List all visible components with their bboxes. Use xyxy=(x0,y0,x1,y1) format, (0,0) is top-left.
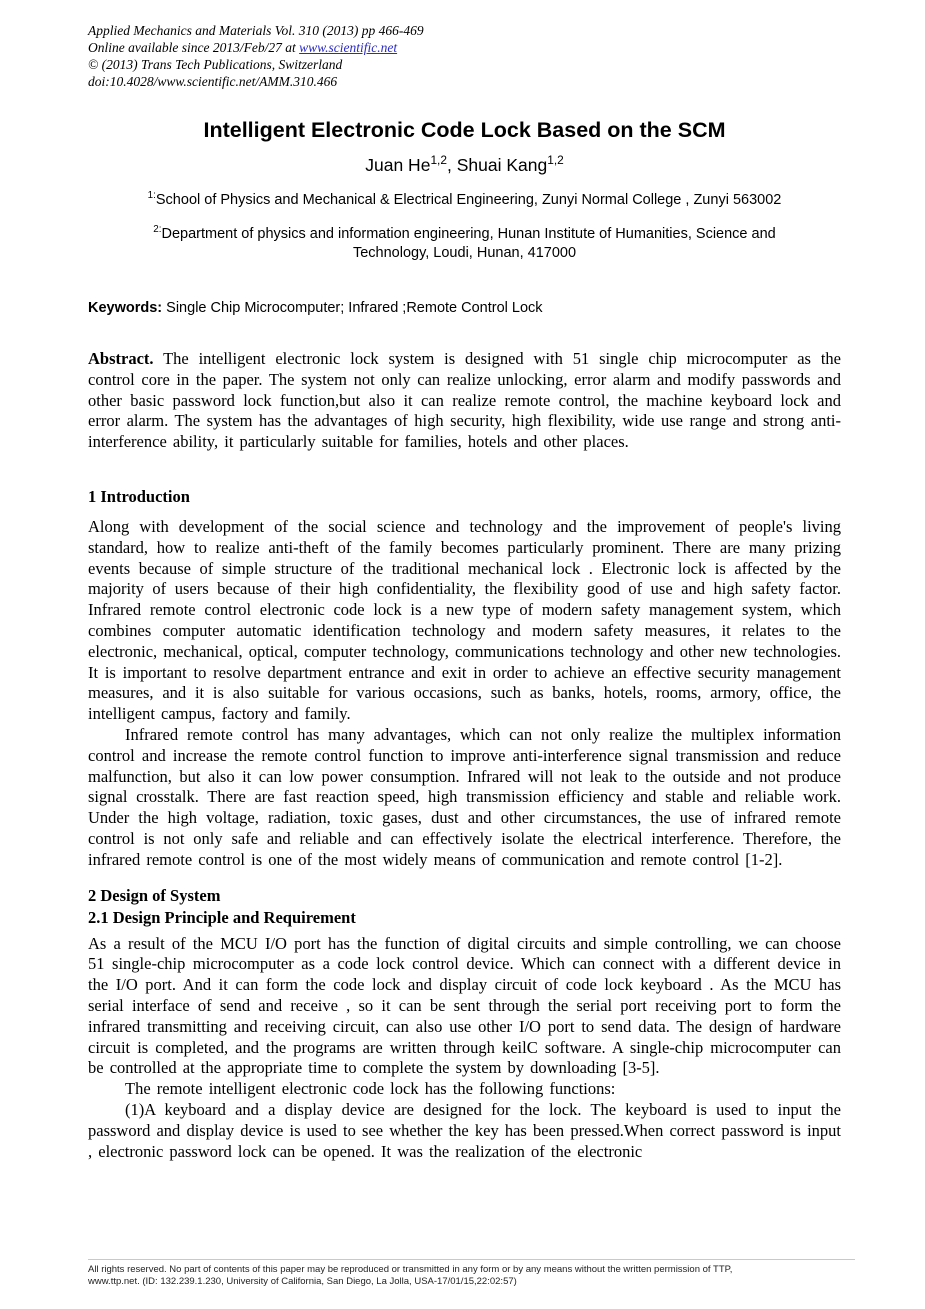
copyright-line: © (2013) Trans Tech Publications, Switzerland xyxy=(88,57,343,72)
design-paragraph-2: The remote intelligent electronic code lock has the following functions: xyxy=(125,1079,616,1099)
author-1-affil-sup: 1,2 xyxy=(430,153,447,168)
affiliation-1-sup: 1: xyxy=(147,190,156,202)
availability-text: Online available since 2013/Feb/27 at xyxy=(88,40,300,55)
doi-line: doi:10.4028/www.scientific.net/AMM.310.466 xyxy=(88,74,338,89)
scientific-net-link[interactable]: www.scientific.net xyxy=(299,40,398,55)
subsection-heading-design-principle: 2.1 Design Principle and Requirement xyxy=(88,907,356,927)
rights-line-1: All rights reserved. No part of contents of this paper may be reproduced or transmitted in any form or by any means without the written permission of TTP, xyxy=(88,1264,733,1275)
section-heading-introduction: 1 Introduction xyxy=(88,486,190,506)
intro-paragraph-1: Along with development of the social science and technology and the improvement of people's living standard, how to realize anti-theft of the family becomes particularly prominent. There are many prizing events because of simple structure of the traditional mechanical lock . Electronic lock is affected by the majority of users because of their high confidentiality, the flexibility good of use and high safety factor. Infrared remote control electronic code lock is a new type of modern safety management system, which combines computer automatic identification technology and modern safety measures, it relates to the electronic, mechanical, optical, computer technology, communications technology and other new technologies. It is important to resolve department entrance and exit in order to achieve an effective security management measures, and it is also suitable for various occasions, such as banks, hotels, rooms, armory, office, the intelligent campus, factory and family. xyxy=(88,516,841,724)
affiliation-1-text: School of Physics and Mechanical & Electrical Engineering, Zunyi Normal College , Zunyi 563002 xyxy=(155,192,782,208)
paper-title: Intelligent Electronic Code Lock Based on the SCM xyxy=(203,118,726,142)
author-1: Juan He xyxy=(365,155,431,175)
design-paragraph-1: As a result of the MCU I/O port has the function of digital circuits and simple controlling, we can choose 51 single-chip microcomputer as a code lock control device. Which can connect with a different device in the I/O port. And it can form the code lock and display circuit of code lock keyboard . As the MCU has serial interface of send and receive , so it can be sent through the serial port receiving port to form the infrared transmitting and receiving circuit, can also use other I/O port to send data. The design of hardware circuit is completed, and the programs are written through keilC software. A single-chip microcomputer can be controlled at the appropriate time to complete the system by downloading [3-5]. xyxy=(88,933,841,1078)
author-2: Shuai Kang xyxy=(456,155,548,175)
abstract-label: Abstract. xyxy=(88,349,154,368)
author-separator: , xyxy=(446,155,457,175)
affiliation-1 xyxy=(88,191,841,210)
journal-citation: Applied Mechanics and Materials Vol. 310 (2013) pp 466-469 xyxy=(88,23,424,38)
keywords-text: Single Chip Microcomputer; Infrared ;Remote Control Lock xyxy=(162,300,543,316)
section-heading-design: 2 Design of System xyxy=(88,885,221,905)
availability-line xyxy=(88,39,841,56)
authors-line xyxy=(88,155,841,176)
design-paragraph-3: (1)A keyboard and a display device are designed for the lock. The keyboard is used to input the password and display device is used to see whether the key has been pressed.When correct password is input , electronic password lock can be opened. It was the realization of the electronic xyxy=(88,1099,841,1161)
rights-line-2: www.ttp.net. (ID: 132.239.1.230, University of California, San Diego, La Jolla, USA-17/01/15,22:02:57) xyxy=(88,1275,517,1287)
keywords-label: Keywords: xyxy=(88,300,163,316)
journal-header xyxy=(88,22,841,90)
abstract-paragraph xyxy=(88,349,841,453)
intro-paragraph-2: Infrared remote control has many advantages, which can not only realize the multiplex information control and increase the remote control function to improve anti-interference signal transmission and reduce malfunction, but also it can low power consumption. Infrared will not leak to the outside and not produce signal crosstalk. There are fast reaction speed, high transmission efficiency and stable and reliable work. Under the high voltage, radiation, toxic gases, dust and other circumstances, the use of infrared remote control is not only safe and reliable and can effectively isolate the electrical interference. Therefore, the infrared remote control is one of the most widely means of communication and remote control [1-2]. xyxy=(88,724,841,869)
abstract-text: The intelligent electronic lock system is designed with 51 single chip microcomputer as the control core in the paper. The system not only can realize unlocking, error alarm and modify passwords and other basic password lock function,but also it can realize remote control, the machine keyboard lock and error alarm. The system has the advantages of high security, high flexibility, wide use range and strong anti-interference ability, it particularly suitable for families, hotels and other places. xyxy=(88,349,841,452)
affiliation-2-sup: 2: xyxy=(153,224,162,236)
affiliation-2-text: Department of physics and information engineering, Hunan Institute of Humanities, Science and Technology, Loudi, Hunan, 417000 xyxy=(161,226,776,261)
keywords-line xyxy=(88,300,841,316)
affiliation-2 xyxy=(132,225,797,263)
rights-footer xyxy=(88,1259,855,1287)
author-2-affil-sup: 1,2 xyxy=(547,153,564,168)
